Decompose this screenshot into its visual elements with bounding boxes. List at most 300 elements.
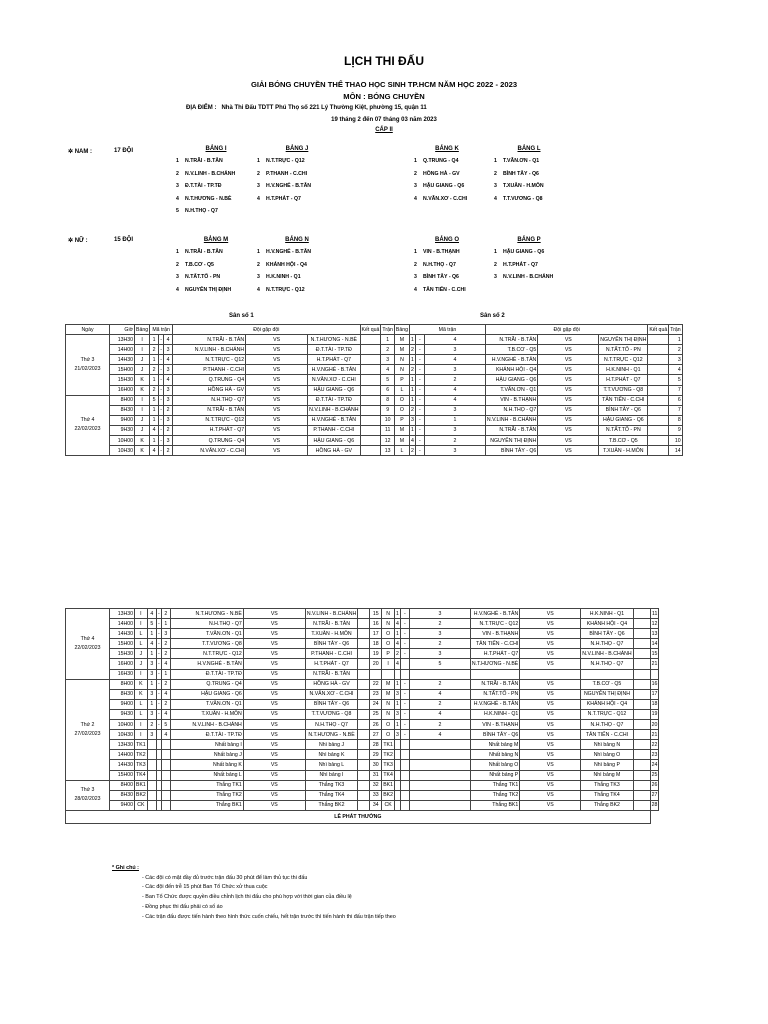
team-b-cell: H.T.PHÁT - Q7: [308, 355, 360, 365]
vs-cell: VS: [246, 335, 308, 345]
match-code-b: [409, 800, 470, 810]
col-header-group: Bảng: [135, 325, 150, 335]
team-name: N.V.LINH - B.CHÁNH: [185, 170, 236, 177]
result-cell: [360, 355, 381, 365]
team-a-cell: BÌNH TÂY - Q6: [485, 446, 537, 456]
note-item: - Đồng phục thi đấu phải có số áo: [142, 903, 223, 910]
team-name: N.VĂN.XƠ - C.CHI: [423, 195, 468, 202]
result-cell: [648, 385, 669, 395]
team-a-cell: Thắng TK1: [170, 780, 243, 790]
team-b-cell: [581, 669, 633, 679]
team-entry: [414, 171, 460, 177]
match-number: 9: [381, 405, 394, 415]
result-cell: [633, 790, 650, 800]
match-number: 24: [650, 760, 659, 770]
team-entry: [414, 196, 467, 202]
team-a-cell: Q.TRUNG - Q4: [173, 375, 246, 385]
vs-cell: VS: [538, 436, 599, 446]
group-cell: BK2: [382, 790, 395, 800]
table-row: [66, 709, 659, 719]
team-number: 2: [176, 170, 179, 177]
result-cell: [360, 345, 381, 355]
group-cell: CK: [382, 800, 395, 810]
match-dash: -: [156, 669, 161, 679]
match-code-b: 2: [164, 405, 173, 415]
team-a-cell: T.VĂN.ƠN - Q1: [170, 629, 243, 639]
match-number: 11: [650, 609, 659, 619]
vs-cell: VS: [538, 365, 599, 375]
match-code-a: 5: [150, 395, 159, 405]
team-b-cell: TÂN TIẾN - C.CHI: [581, 730, 633, 740]
match-number: 12: [381, 436, 394, 446]
group-cell: M: [394, 335, 409, 345]
team-a-cell: Q.TRUNG - Q4: [173, 436, 246, 446]
table-row: [66, 639, 659, 649]
group-cell: N: [382, 709, 395, 719]
team-name: T.VĂN.ƠN - Q1: [503, 158, 540, 164]
col-header-match: Mã trận: [410, 325, 486, 335]
schedule-table-1-wrap: [65, 324, 683, 456]
match-code-b: 4: [164, 375, 173, 385]
match-code-a: 1: [147, 679, 156, 689]
match-code-a: 3: [395, 689, 401, 699]
team-name: TÂN TIẾN - C.CHI: [423, 286, 466, 293]
match-dash: -: [415, 405, 424, 415]
page-title: LỊCH THI ĐẤU: [344, 54, 424, 68]
result-cell: [633, 730, 650, 740]
match-dash: -: [400, 649, 409, 659]
match-number: 23: [370, 689, 382, 699]
vs-cell: VS: [520, 800, 581, 810]
team-b-cell: T.B.CƠ - Q5: [599, 436, 648, 446]
group-cell: K: [135, 446, 150, 456]
table-row: [66, 609, 659, 619]
table-row: [66, 679, 659, 689]
team-entry: [176, 158, 223, 164]
team-a-cell: N.V.LINH - B.CHÁNH: [170, 720, 243, 730]
team-name: T.B.CƠ - Q5: [185, 261, 214, 268]
vs-cell: VS: [538, 385, 599, 395]
team-number: 1: [414, 249, 417, 255]
group-cell: P: [382, 649, 395, 659]
team-a-cell: TÂN TIẾN - C.CHI: [470, 639, 519, 649]
match-dash: -: [159, 415, 164, 425]
match-code-b: 3: [424, 425, 485, 435]
match-code-a: 1: [150, 375, 159, 385]
team-a-cell: T.VĂN.ƠN - Q1: [170, 699, 243, 709]
vs-cell: VS: [243, 669, 305, 679]
vs-cell: VS: [538, 446, 599, 456]
vs-cell: VS: [243, 609, 305, 619]
table-row: [66, 446, 683, 456]
match-number: 2: [669, 345, 682, 355]
team-b-cell: Nhì bảng P: [581, 760, 633, 770]
team-a-cell: Nhất bảng I: [170, 740, 243, 750]
match-code-b: 4: [424, 355, 485, 365]
result-cell: [648, 335, 669, 345]
group-cell: TK4: [135, 770, 148, 780]
nam-label-wrap: [68, 148, 92, 155]
match-dash: -: [400, 679, 409, 689]
table-row: [66, 436, 683, 446]
vs-cell: VS: [538, 375, 599, 385]
match-dash: -: [159, 425, 164, 435]
match-code-a: 1: [395, 720, 401, 730]
team-a-cell: T.T.VƯƠNG - Q8: [170, 639, 243, 649]
match-code-b: [409, 740, 470, 750]
team-entry: [414, 287, 466, 293]
match-code-a: 1: [147, 649, 156, 659]
match-code-b: 3: [424, 365, 485, 375]
table-row: [66, 649, 659, 659]
team-entry: [176, 262, 214, 268]
match-code-b: [409, 750, 470, 760]
match-number: 16: [650, 679, 659, 689]
match-number: 27: [650, 790, 659, 800]
match-code-a: 4: [395, 659, 401, 669]
match-code-a: 3: [147, 669, 156, 679]
team-name: Q.TRUNG - Q4: [423, 158, 459, 164]
team-b-cell: N.TẤT.TỐ - PN: [599, 345, 648, 355]
team-entry: [176, 183, 222, 189]
group-cell: J: [135, 415, 150, 425]
team-name: N.H.THỌ - Q7: [185, 208, 218, 215]
team-name: N.T.HƯƠNG - N.BÈ: [185, 195, 232, 202]
team-a-cell: N.T.TRỰC - Q12: [173, 415, 246, 425]
match-code-b: 2: [409, 679, 470, 689]
match-code-b: 2: [161, 679, 170, 689]
match-code-a: 2: [150, 365, 159, 375]
match-code-b: [161, 800, 170, 810]
match-code-a: 2: [410, 345, 416, 355]
table-row: [66, 375, 683, 385]
match-number: 9: [669, 425, 682, 435]
result-cell: [358, 740, 370, 750]
match-dash: [400, 770, 409, 780]
note-item: - Ban Tổ Chức được quyền điều chỉnh lịch thi đấu cho phù hợp với thời gian của điều lệ: [142, 894, 352, 901]
team-a-cell: N.V.LINH - B.CHÁNH: [173, 345, 246, 355]
match-code-a: [147, 740, 156, 750]
team-a-cell: VIN - B.THẠNH: [470, 720, 519, 730]
table-row: [66, 355, 683, 365]
venue-text: Nhà Thi Đấu TDTT Phú Thọ số 221 Lý Thường Kiệt, phường 15, quận 11: [221, 105, 427, 111]
match-dash: [400, 669, 409, 679]
team-entry: [176, 274, 220, 280]
team-a-cell: T.B.CƠ - Q5: [485, 345, 537, 355]
team-b-cell: N.H.THỌ - Q7: [581, 659, 633, 669]
day-date: 21/02/2023: [74, 365, 101, 372]
team-b-cell: BÌNH TÂY - Q6: [305, 699, 357, 709]
match-code-b: 2: [161, 649, 170, 659]
match-dash: -: [400, 609, 409, 619]
time-cell: 15H00: [110, 639, 135, 649]
vs-cell: VS: [243, 689, 305, 699]
match-dash: [400, 750, 409, 760]
team-name: HẬU GIANG - Q6: [503, 249, 545, 255]
table-row: [66, 425, 683, 435]
time-cell: 15H30: [110, 375, 135, 385]
match-code-b: [409, 790, 470, 800]
team-number: 2: [494, 170, 497, 177]
time-cell: 14H00: [110, 619, 135, 629]
vs-cell: VS: [246, 355, 308, 365]
team-a-cell: P.THANH - C.CHI: [173, 365, 246, 375]
table-row: [66, 415, 683, 425]
match-code-a: 1: [150, 405, 159, 415]
match-number: 1: [381, 335, 394, 345]
team-name: H.V.NGHÉ - B.TÂN: [266, 249, 312, 255]
team-b-cell: BÌNH TÂY - Q6: [599, 405, 648, 415]
col-header-date: Ngày: [66, 325, 110, 335]
team-name: BÌNH TÂY - Q6: [423, 274, 459, 281]
result-cell: [633, 720, 650, 730]
result-cell: [358, 760, 370, 770]
match-code-a: 1: [150, 415, 159, 425]
team-a-cell: Nhất bảng O: [470, 760, 519, 770]
team-b-cell: NGUYỄN THỊ ĐỊNH: [581, 689, 633, 699]
time-cell: 16H00: [110, 385, 135, 395]
match-code-b: [161, 760, 170, 770]
team-a-cell: Đ.T.TÀI - TP.TĐ: [170, 730, 243, 740]
col-header-time: Giờ: [110, 325, 135, 335]
team-entry: [414, 274, 459, 280]
vs-cell: VS: [520, 770, 581, 780]
match-dash: -: [400, 730, 409, 740]
team-a-cell: N.T.TRỰC - Q12: [170, 649, 243, 659]
match-code-a: 2: [410, 365, 416, 375]
time-cell: 9H30: [110, 709, 135, 719]
team-b-cell: Nhì bảng N: [581, 740, 633, 750]
group-cell: K: [135, 436, 150, 446]
vs-cell: VS: [520, 740, 581, 750]
team-a-cell: KHÁNH HỘI - Q4: [485, 365, 537, 375]
match-dash: -: [156, 709, 161, 719]
match-number: 24: [370, 699, 382, 709]
match-number: 16: [370, 619, 382, 629]
court2-label: Sân số 2: [480, 313, 505, 319]
vs-cell: VS: [243, 619, 305, 629]
time-cell: 8H00: [110, 679, 135, 689]
vs-cell: VS: [243, 720, 305, 730]
group-cell: N: [394, 365, 409, 375]
result-cell: [358, 619, 370, 629]
result-cell: [358, 679, 370, 689]
table-row: [66, 345, 683, 355]
match-number: 29: [370, 750, 382, 760]
match-number: 6: [669, 395, 682, 405]
day-cell: [66, 609, 110, 680]
team-number: 1: [494, 158, 497, 164]
time-cell: 14H30: [110, 629, 135, 639]
team-a-cell: N.H.THỌ - Q7: [170, 619, 243, 629]
match-dash: -: [156, 679, 161, 689]
match-number: 31: [370, 770, 382, 780]
team-entry: [494, 274, 553, 280]
match-code-a: 1: [395, 609, 401, 619]
match-dash: -: [156, 609, 161, 619]
vs-cell: VS: [246, 345, 308, 355]
team-a-cell: Nhất bảng J: [170, 750, 243, 760]
team-b-cell: Nhì bảng O: [581, 750, 633, 760]
match-dash: -: [156, 629, 161, 639]
note-item: - Các đội đến trễ 15 phút Ban Tổ Chức xử thua cuộc: [142, 884, 268, 891]
match-number: [370, 669, 382, 679]
group-cell: J: [135, 659, 148, 669]
match-code-a: 4: [150, 425, 159, 435]
match-number: 4: [669, 365, 682, 375]
team-a-cell: HẬU GIANG - Q6: [485, 375, 537, 385]
time-cell: 9H30: [110, 425, 135, 435]
match-number: 18: [370, 639, 382, 649]
group-cell: [382, 669, 395, 679]
vs-cell: VS: [243, 639, 305, 649]
match-dash: -: [156, 639, 161, 649]
time-cell: 10H30: [110, 730, 135, 740]
vs-cell: VS: [538, 395, 599, 405]
match-dash: -: [159, 436, 164, 446]
team-b-cell: H.K.NINH - Q1: [581, 609, 633, 619]
team-number: 1: [176, 158, 179, 164]
match-number: 15: [370, 609, 382, 619]
vs-cell: VS: [243, 760, 305, 770]
team-number: 3: [176, 274, 179, 281]
match-dash: -: [400, 689, 409, 699]
team-b-cell: N.H.THỌ - Q7: [581, 639, 633, 649]
team-name: N.V.LINH - B.CHÁNH: [503, 274, 554, 281]
group-heading: BẢNG N: [285, 237, 309, 243]
group-cell: TK3: [135, 760, 148, 770]
result-cell: [648, 375, 669, 385]
day-cell: [66, 780, 110, 810]
match-number: 7: [669, 385, 682, 395]
team-b-cell: N.H.THỌ - Q7: [305, 720, 357, 730]
match-code-a: 3: [147, 709, 156, 719]
match-dash: -: [400, 619, 409, 629]
match-code-a: 4: [150, 446, 159, 456]
time-cell: 10H00: [110, 720, 135, 730]
table-row: [66, 699, 659, 709]
match-number: 5: [381, 375, 394, 385]
team-a-cell: HẬU GIANG - Q6: [170, 689, 243, 699]
team-a-cell: Nhất bảng K: [170, 760, 243, 770]
result-cell: [648, 436, 669, 446]
vs-cell: VS: [243, 709, 305, 719]
team-a-cell: H.V.NGHÉ - B.TÂN: [470, 609, 519, 619]
team-b-cell: N.V.LINH - B.CHÁNH: [308, 405, 360, 415]
team-number: 2: [494, 261, 497, 268]
result-cell: [358, 659, 370, 669]
level-label: CẤP II: [375, 127, 393, 133]
court1-label: Sân số 1: [229, 313, 254, 319]
group-heading: BẢNG O: [435, 237, 459, 243]
team-entry: [494, 183, 544, 189]
result-cell: [360, 335, 381, 345]
team-entry: [494, 158, 539, 164]
team-entry: [176, 171, 235, 177]
time-cell: 13H30: [110, 740, 135, 750]
match-number: 11: [381, 425, 394, 435]
match-number: 28: [650, 800, 659, 810]
match-dash: -: [415, 345, 424, 355]
group-heading: BẢNG I: [205, 146, 227, 152]
table-row: [66, 619, 659, 629]
time-cell: 8H30: [110, 689, 135, 699]
vs-cell: VS: [538, 355, 599, 365]
team-b-cell: Nhì bảng M: [581, 770, 633, 780]
match-dash: -: [159, 375, 164, 385]
team-name: H.T.PHÁT - Q7: [503, 261, 538, 268]
time-cell: 10H00: [110, 436, 135, 446]
group-cell: K: [135, 375, 150, 385]
result-cell: [358, 730, 370, 740]
match-dash: -: [156, 689, 161, 699]
match-code-b: 4: [164, 355, 173, 365]
team-entry: [494, 249, 544, 255]
table-row: [66, 740, 659, 750]
match-code-b: 2: [409, 639, 470, 649]
time-cell: 14H30: [110, 760, 135, 770]
team-b-cell: T.T.VƯƠNG - Q8: [305, 709, 357, 719]
group-cell: BK1: [135, 780, 148, 790]
col-header-group: Bảng: [394, 325, 409, 335]
table-row: [66, 629, 659, 639]
group-cell: BK2: [135, 790, 148, 800]
team-a-cell: N.TRÃI - B.TÂN: [173, 335, 246, 345]
match-dash: -: [159, 446, 164, 456]
result-cell: [633, 699, 650, 709]
day-name: Thứ 3: [80, 356, 95, 363]
vs-cell: VS: [246, 425, 308, 435]
group-cell: TK3: [382, 760, 395, 770]
result-cell: [633, 709, 650, 719]
group-cell: I: [135, 730, 148, 740]
team-entry: [414, 262, 456, 268]
time-cell: 14H00: [110, 345, 135, 355]
col-header-number: Trận: [381, 325, 394, 335]
match-number: 14: [669, 446, 682, 456]
match-dash: -: [400, 629, 409, 639]
group-heading: BẢNG M: [203, 237, 229, 243]
table-row: [66, 790, 659, 800]
match-code-b: 1: [161, 669, 170, 679]
match-dash: -: [400, 720, 409, 730]
match-number: 1: [669, 335, 682, 345]
team-number: 2: [257, 261, 260, 268]
match-code-a: 3: [395, 730, 401, 740]
result-cell: [358, 609, 370, 619]
group-cell: J: [135, 649, 148, 659]
team-name: HỒNG HÀ - GV: [423, 170, 460, 177]
result-cell: [648, 355, 669, 365]
match-dash: -: [415, 436, 424, 446]
group-cell: CK: [135, 800, 148, 810]
vs-cell: VS: [243, 659, 305, 669]
result-cell: [633, 740, 650, 750]
match-dash: -: [400, 699, 409, 709]
vs-cell: VS: [246, 405, 308, 415]
vs-cell: VS: [520, 720, 581, 730]
team-a-cell: N.TRÃI - B.TÂN: [173, 405, 246, 415]
match-code-b: 5: [161, 720, 170, 730]
match-code-b: 3: [409, 609, 470, 619]
match-code-a: 2: [395, 649, 401, 659]
table-row: [66, 800, 659, 810]
team-a-cell: Thắng BK1: [170, 800, 243, 810]
vs-cell: VS: [520, 699, 581, 709]
closing-ceremony: LỄ PHÁT THƯỞNG: [66, 810, 651, 823]
match-dash: -: [415, 365, 424, 375]
team-name: Đ.T.TÀI - TP.TĐ: [185, 183, 222, 190]
